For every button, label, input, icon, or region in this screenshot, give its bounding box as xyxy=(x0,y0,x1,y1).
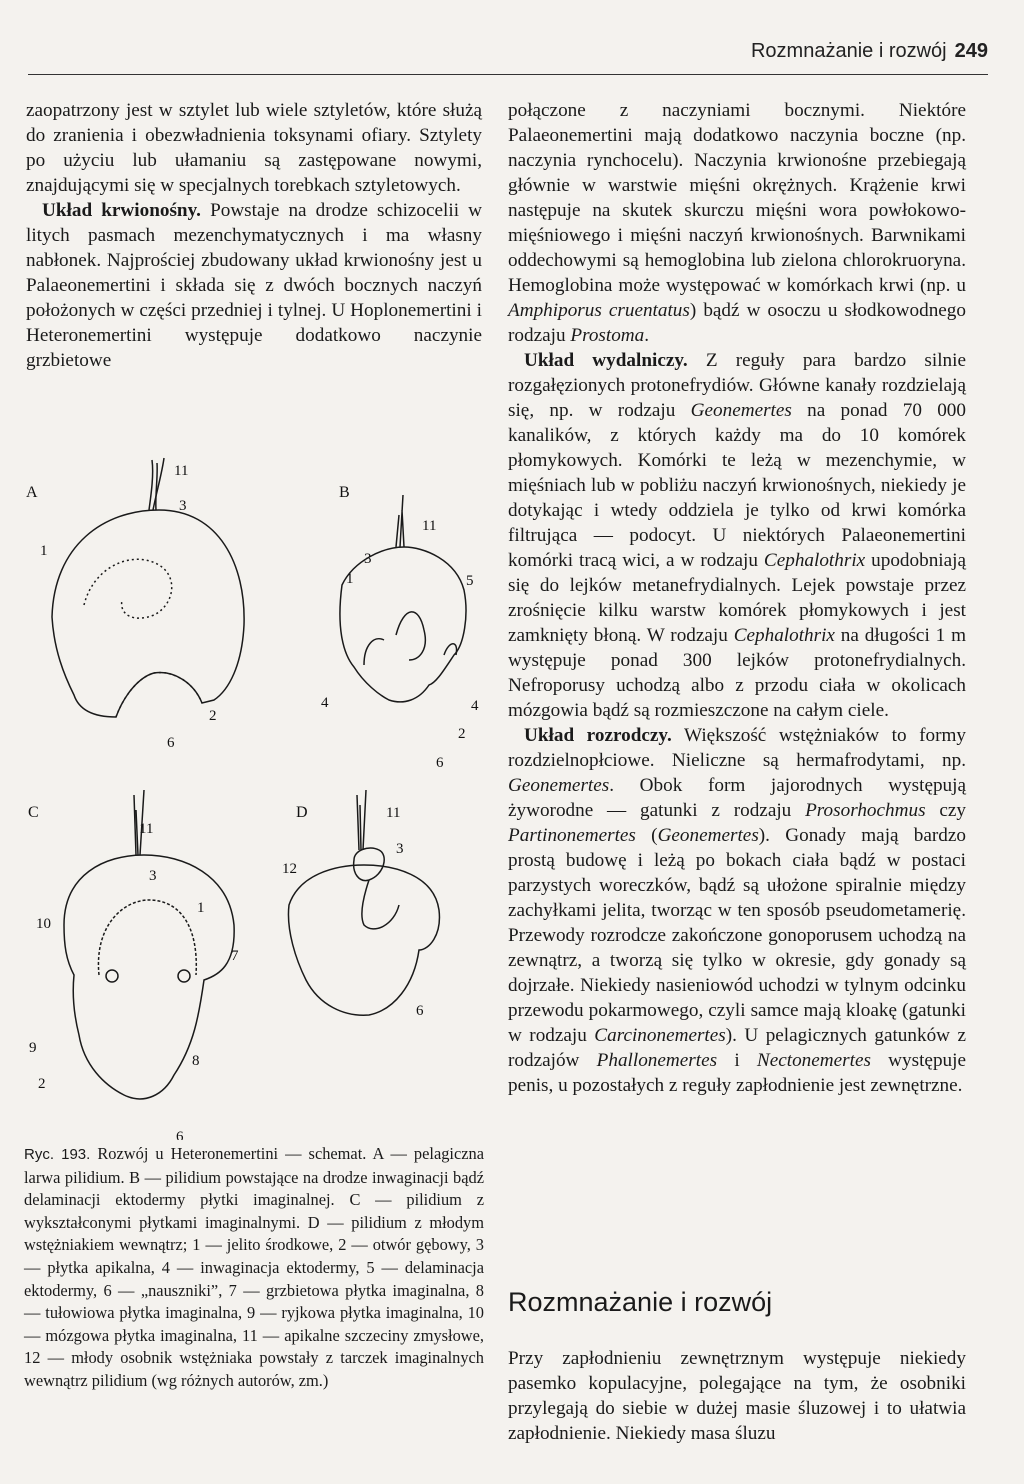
text-run: . Obok form jajorodnych występują żyworodne — gatunki z rodzaju xyxy=(508,775,966,821)
caption-text: Rozwój u Heteronemertini — schemat. A — pelagiczna larwa pilidium. B — pilidium powstające na drodze inwaginacji bądź delaminacji ektodermy płytki imaginalnej. C — pilidium z wykształconymi płytkami imaginalnymi. D — pilidium z młodym wstężniakiem wewnątrz; 1 — jelito środkowe, 2 — otwór gębowy, 3 — płytka apikalna, 4 — inwaginacja ektodermy, 5 — delaminacja ektodermy, 6 — „nauszniki”, 7 — grzbietowa płytka imaginalna, 8 — tułowiowa płytka imaginalna, 9 — ryjkowa płytka imaginalna, 10 — mózgowa płytka imaginalna, 11 — apikalne szczeciny zmysłowe, 12 — młody osobnik wstężniaka powstały z tarczek imaginalnych wewnątrz pilidium (wg różnych autorów, zm.) xyxy=(24,1144,484,1390)
label-a-3: 3 xyxy=(179,498,187,514)
heading-circulatory: Układ krwionośny. xyxy=(42,200,201,221)
genus-name: Phallonemertes xyxy=(596,1050,718,1071)
genus-name: Geonemertes xyxy=(508,775,610,796)
genus-name: Prosorhochmus xyxy=(805,800,926,821)
label-a-2: 2 xyxy=(209,708,217,724)
label-d-6: 6 xyxy=(416,1003,424,1019)
label-b-11: 11 xyxy=(422,518,437,534)
heading-excretory: Układ wydalniczy. xyxy=(524,350,688,371)
text-run: i xyxy=(717,1050,757,1071)
paragraph-blood-vessels xyxy=(508,98,966,348)
text-run: ( xyxy=(635,825,658,846)
text-run: na ponad 70 000 kanalików, z których każdy ma do 10 komórek płomykowych. Komórki te leżą w mezenchymie, w mięśniach lub w pobliżu naczyń krwionośnych, niekiedy je dotykając i wtedy oddziela je tylko od krwi komórka filtrująca — podocyt. U niektórych Palaeonemertini komórki tracą wici, a w rodzaju xyxy=(508,400,966,571)
paragraph-stylet: zaopatrzony jest w sztylet lub wiele sztyletów, które służą do zranienia i obezwładnienia toksynami ofiary. Sztylety po użyciu lub ułamaniu są zastępowane nowymi, znajdującymi się w specjalnych torebkach sztyletowych. xyxy=(26,100,482,196)
label-b-4-right: 4 xyxy=(471,698,479,714)
section-heading: Rozmnażanie i rozwój xyxy=(508,1287,773,1317)
label-b-6: 6 xyxy=(436,755,444,771)
panel-d-drawing xyxy=(288,790,439,1015)
label-c-2: 2 xyxy=(38,1076,46,1092)
paragraph-reproductive xyxy=(508,723,966,1098)
panel-b-drawing xyxy=(340,495,466,702)
text-run: na długości 1 m występuje ponad 300 lejków protonefrydialnych. Nefroporusy uchodzą albo z przodu ciała w okolicach mózgowia bądź są rozmieszczone na całym ciele. xyxy=(508,625,966,721)
heading-reproductive: Układ rozrodczy. xyxy=(524,725,672,746)
running-head xyxy=(751,40,988,63)
genus-name: Nectonemertes xyxy=(756,1050,871,1071)
label-c-11: 11 xyxy=(139,821,154,837)
section-body xyxy=(508,1346,966,1446)
header-rule xyxy=(28,74,988,75)
genus-name: Geonemertes xyxy=(657,825,759,846)
paragraph-circulatory xyxy=(26,198,482,373)
label-c-10: 10 xyxy=(36,916,51,932)
genus-name: Carcinonemertes xyxy=(594,1025,726,1046)
text-run: występuje penis, u pozostałych z reguły zapłodnienie jest zewnętrzne. xyxy=(508,1050,966,1096)
genus-name: Cephalothrix xyxy=(763,550,866,571)
genus-name: Partinonemertes xyxy=(508,825,636,846)
label-b-5: 5 xyxy=(466,573,474,589)
text-run: Większość wstężniaków to formy rozdzielnopłciowe. Nieliczne są hermafrodytami, np. xyxy=(508,725,966,771)
label-d-11: 11 xyxy=(386,805,401,821)
label-c-8: 8 xyxy=(192,1053,200,1069)
label-c-7: 7 xyxy=(231,948,239,964)
text-run: ). Gonady mają bardzo prostą budowę i leżą po bokach ciała bądź w postaci parzystych woreczków, bądź są ułożone spiralnie między zachyłkami jelita, tworząc w ten sposób pseudometamerię. Przewody rozrodcze zakończone gonoporusem uchodzą na zewnątrz, a tworzą się tylko w okresie, gdy gonady są dojrzałe. Niekiedy nasieniowód uchodzi w tylnym odcinku przewodu pokarmowego, czyli samce mają kloakę (gatunki w rodzaju xyxy=(508,825,966,1046)
figure-caption xyxy=(24,1143,484,1393)
text-run: połączone z naczyniami bocznymi. Niektóre Palaeonemertini mają dodatkowo naczynia boczne (np. naczynia rynchocelu). Naczynia krwionośne przebiegają głównie w warstwie mięśni okrężnych. Krążenie krwi następuje na skutek skurczu mięśni wora powłokowo-mięśniowego i mięśni naczyń krwionośnych. Barwnikami oddechowymi są hemoglobina lub zielona chlorokruoryna. Hemoglobina może występować w komórkach krwi (np. u xyxy=(508,100,966,296)
panel-a-drawing xyxy=(52,458,244,717)
figure-193 xyxy=(24,455,494,1140)
label-d-3: 3 xyxy=(396,841,404,857)
label-a-1: 1 xyxy=(40,543,48,559)
label-b-4-left: 4 xyxy=(321,695,329,711)
label-c-1: 1 xyxy=(197,900,205,916)
label-b-3: 3 xyxy=(364,551,372,567)
genus-name: Prostoma xyxy=(570,325,645,346)
label-d-12: 12 xyxy=(282,861,297,877)
panel-label-c: C xyxy=(28,804,39,821)
panel-label-a: A xyxy=(26,484,38,501)
label-a-11: 11 xyxy=(174,463,189,479)
genus-name: Geonemertes xyxy=(690,400,792,421)
paragraph-excretory xyxy=(508,348,966,723)
text-run: . xyxy=(644,325,650,346)
caption-label: Ryc. 193. xyxy=(24,1146,91,1163)
text-run: czy xyxy=(925,800,966,821)
label-c-3: 3 xyxy=(149,868,157,884)
paragraph-fertilization: Przy zapłodnieniu zewnętrznym występuje niekiedy pasemko kopulacyjne, polegające na tym, że osobniki przylegają do siebie w dużej masie śluzowej i to ułatwia zapłodnienie. Niekiedy masa śluzu xyxy=(508,1348,966,1444)
panel-label-b: B xyxy=(339,484,350,501)
text-run: upodobniają się do lejków metanefrydialnych. Lejek powstaje przez zrośnięcie kilku warstw komórek płomykowych i jest zamknięty błoną. W rodzaju xyxy=(508,550,967,646)
species-name: Amphiporus cruentatus xyxy=(508,300,690,321)
label-c-9: 9 xyxy=(29,1040,37,1056)
right-column xyxy=(508,98,966,1098)
label-c-6: 6 xyxy=(176,1129,184,1140)
label-b-1: 1 xyxy=(346,571,354,587)
circulatory-text: Powstaje na drodze schizocelii w litych pasmach mezenchymatycznych i ma własny nabłonek. Najprościej zbudowany układ krwionośny jest u Palaeonemertini i składa się z dwóch bocznych naczyń położonych w części przedniej i tylnej. U Hoplonemertini i Heteronemertini występuje dodatkowo naczynie grzbietowe xyxy=(26,200,483,371)
left-column xyxy=(26,98,482,373)
text-run: Z reguły para bardzo silnie rozgałęzionych protonefrydiów. Główne kanały rozdzielają się, np. w rodzaju xyxy=(508,350,966,421)
genus-name: Cephalothrix xyxy=(733,625,835,646)
panel-label-d: D xyxy=(296,804,308,821)
running-title: Rozmnażanie i rozwój xyxy=(750,40,947,62)
text-run: ). U pelagicznych gatunków z rodzajów xyxy=(508,1025,966,1071)
text-run: ) bądź w osoczu u słodkowodnego rodzaju xyxy=(508,300,966,346)
label-a-6: 6 xyxy=(167,735,175,751)
label-b-2: 2 xyxy=(458,726,466,742)
page-number: 249 xyxy=(954,40,988,62)
